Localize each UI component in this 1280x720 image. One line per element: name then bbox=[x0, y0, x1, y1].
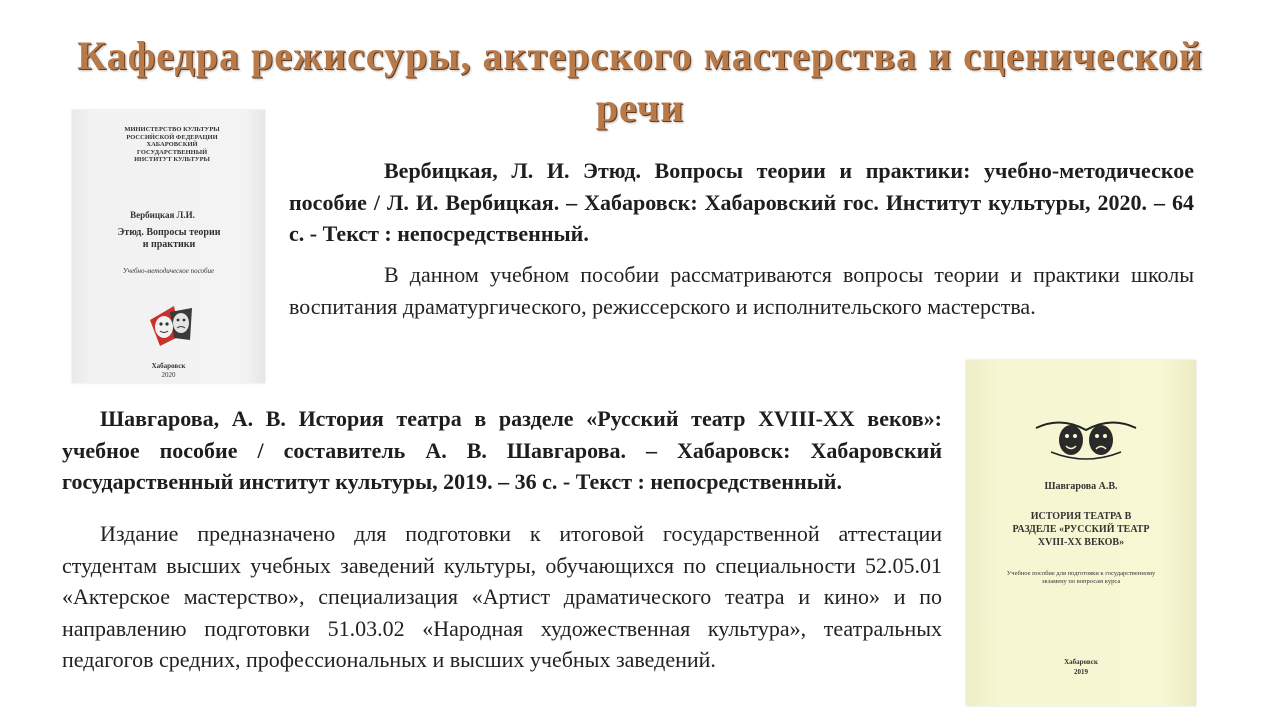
book-cover-shavgarova bbox=[966, 360, 1196, 706]
cover2-subtitle: Учебное пособие для подготовки к государственному экзамену по вопросам курса bbox=[1006, 570, 1156, 585]
cover-city: Хабаровск bbox=[151, 362, 186, 370]
book-cover-verbitskaya bbox=[72, 110, 265, 383]
description-verbitskaya: В данном учебном пособии рассматриваются вопросы теории и практики школы воспитания драматургического, режиссерского и исполнительского мастерства. bbox=[289, 262, 1194, 319]
theatre-masks-emblem bbox=[146, 300, 196, 350]
cover2-author: Шавгарова А.В. bbox=[1044, 481, 1118, 492]
cover2-title: ИСТОРИЯ ТЕАТРА В РАЗДЕЛЕ «РУССКИЙ ТЕАТР XVIII-XX ВЕКОВ» bbox=[1012, 511, 1150, 548]
citation-verbitskaya: Вербицкая, Л. И. Этюд. Вопросы теории и практики: учебно-методическое пособие / Л. И. Вербицкая. – Хабаровск: Хабаровский гос. Институт культуры, 2020. – 64 с. - Текст : непосредственный. bbox=[289, 158, 1194, 246]
cover2-year: 2019 bbox=[1074, 668, 1088, 676]
page-title: Кафедра режиссуры, актерского мастерства и сценической речи bbox=[77, 33, 1203, 130]
cover-title: Этюд. Вопросы теории и практики bbox=[117, 227, 221, 250]
cover2-city: Хабаровск bbox=[1064, 658, 1098, 666]
theatre-masks-vignette bbox=[1031, 408, 1141, 468]
citation-shavgarova: Шавгарова, А. В. История театра в разделе «Русский театр XVIII-XX веков»: учебное пособие / составитель А. В. Шавгарова. – Хабаровск: Хабаровский государственный институт культуры, 2019. – 36 с. - Текст : непосредственный. bbox=[62, 406, 942, 494]
cover-author: Вербицкая Л.И. bbox=[130, 210, 195, 220]
cover-ministry-text: МИНИСТЕРСТВО КУЛЬТУРЫ РОССИЙСКОЙ ФЕДЕРАЦИИ ХАБАРОВСКИЙ ГОСУДАРСТВЕННЫЙ ИНСТИТУТ КУЛЬТУРЫ bbox=[124, 126, 220, 163]
cover-year: 2020 bbox=[161, 371, 176, 379]
cover-subtitle: Учебно-методическое пособие bbox=[122, 267, 215, 275]
description-shavgarova: Издание предназначено для подготовки к итоговой государственной аттестации студентам высших учебных заведений культуры, обучающихся по специальности 52.05.01 «Актерское мастерство», специализация «Артист драматического театра и кино» и по направлению подготовки 51.03.02 «Народная художественная культура», театральных педагогов средних, профессиональных и высших учебных заведений. bbox=[62, 521, 942, 672]
